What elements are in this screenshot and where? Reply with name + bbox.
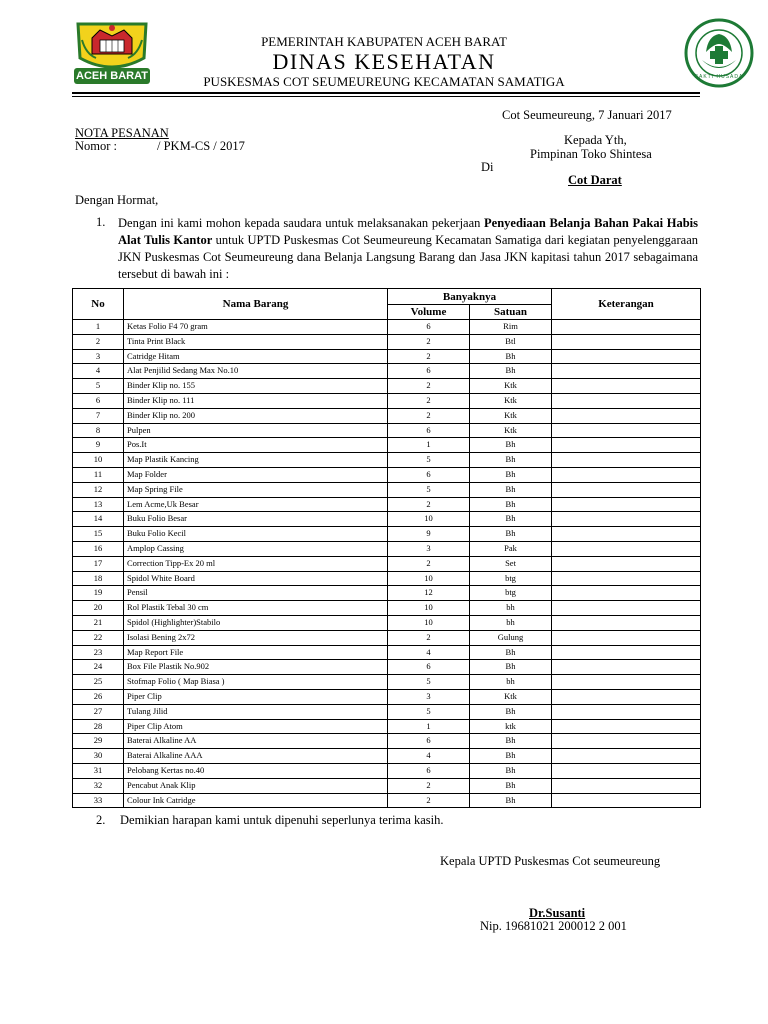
table-row bbox=[73, 527, 701, 542]
cell-nama-barang: Buku Folio Kecil bbox=[124, 527, 388, 542]
cell-volume: 2 bbox=[388, 556, 470, 571]
cell-keterangan bbox=[552, 482, 701, 497]
greeting: Dengan Hormat, bbox=[75, 193, 159, 207]
cell-nama-barang: Binder Klip no. 200 bbox=[124, 408, 388, 423]
cell-keterangan bbox=[552, 320, 701, 335]
cell-nama-barang: Piper Clip bbox=[124, 689, 388, 704]
cell-nama-barang: Map Spring File bbox=[124, 482, 388, 497]
cell-no: 33 bbox=[73, 793, 124, 808]
cell-no: 28 bbox=[73, 719, 124, 734]
cell-no: 20 bbox=[73, 601, 124, 616]
cell-volume: 6 bbox=[388, 763, 470, 778]
cell-volume: 6 bbox=[388, 320, 470, 335]
place-date: Cot Seumeureung, 7 Januari 2017 bbox=[502, 108, 672, 122]
point-1-bold: Penyediaan Belanja Bahan Pakai Habis Alat Tulis Kantor bbox=[118, 216, 698, 247]
signature-name: Dr.Susanti bbox=[529, 906, 586, 920]
cell-nama-barang: Lem Acme,Uk Besar bbox=[124, 497, 388, 512]
cell-nama-barang: Stofmap Folio ( Map Biasa ) bbox=[124, 675, 388, 690]
header-puskesmas: PUSKESMAS COT SEUMEUREUNG KECAMATAN SAMATIGA bbox=[203, 74, 565, 89]
cell-keterangan bbox=[552, 763, 701, 778]
cell-satuan: Bh bbox=[470, 482, 552, 497]
header-department: DINAS KESEHATAN bbox=[272, 49, 496, 74]
cell-satuan: Bh bbox=[470, 438, 552, 453]
cell-keterangan bbox=[552, 379, 701, 394]
cell-volume: 2 bbox=[388, 778, 470, 793]
cell-satuan: Ktk bbox=[470, 393, 552, 408]
table-row bbox=[73, 541, 701, 556]
cell-volume: 1 bbox=[388, 719, 470, 734]
cell-volume: 5 bbox=[388, 675, 470, 690]
cell-no: 9 bbox=[73, 438, 124, 453]
cell-nama-barang: Rol Plastik Tebal 30 cm bbox=[124, 601, 388, 616]
cell-satuan: Ktk bbox=[470, 689, 552, 704]
cell-volume: 3 bbox=[388, 689, 470, 704]
cell-volume: 2 bbox=[388, 630, 470, 645]
cell-no: 2 bbox=[73, 334, 124, 349]
cell-nama-barang: Baterai Alkaline AA bbox=[124, 734, 388, 749]
cell-nama-barang: Buku Folio Besar bbox=[124, 512, 388, 527]
cell-nama-barang: Tulang Jilid bbox=[124, 704, 388, 719]
cell-nama-barang: Map Report File bbox=[124, 645, 388, 660]
cell-nama-barang: Tinta Print Black bbox=[124, 334, 388, 349]
nomor-value: / PKM-CS / 2017 bbox=[157, 139, 245, 153]
cell-nama-barang: Map Plastik Kancing bbox=[124, 453, 388, 468]
cell-volume: 2 bbox=[388, 497, 470, 512]
cell-keterangan bbox=[552, 571, 701, 586]
cell-volume: 2 bbox=[388, 408, 470, 423]
header-rule-thin bbox=[72, 96, 700, 97]
cell-no: 15 bbox=[73, 527, 124, 542]
cell-no: 12 bbox=[73, 482, 124, 497]
table-row bbox=[73, 645, 701, 660]
kepada-label: Kepada Yth, bbox=[564, 133, 627, 147]
cell-satuan: Bh bbox=[470, 364, 552, 379]
table-row bbox=[73, 349, 701, 364]
cell-satuan: btg bbox=[470, 586, 552, 601]
table-row bbox=[73, 615, 701, 630]
cell-no: 30 bbox=[73, 749, 124, 764]
cell-keterangan bbox=[552, 675, 701, 690]
cell-nama-barang: Alat Penjilid Sedang Max No.10 bbox=[124, 364, 388, 379]
cell-no: 11 bbox=[73, 467, 124, 482]
logo-left-text: ACEH BARAT bbox=[76, 70, 148, 82]
cell-satuan: Bh bbox=[470, 453, 552, 468]
point-2-number: 2. bbox=[96, 813, 106, 827]
cell-satuan: Rim bbox=[470, 320, 552, 335]
table-row bbox=[73, 334, 701, 349]
di-label: Di bbox=[481, 160, 494, 174]
cell-no: 3 bbox=[73, 349, 124, 364]
cell-keterangan bbox=[552, 601, 701, 616]
header-rule-thick bbox=[72, 92, 700, 94]
cell-keterangan bbox=[552, 719, 701, 734]
cell-volume: 5 bbox=[388, 704, 470, 719]
table-row bbox=[73, 586, 701, 601]
cell-volume: 4 bbox=[388, 645, 470, 660]
cell-volume: 1 bbox=[388, 438, 470, 453]
cell-keterangan bbox=[552, 689, 701, 704]
table-row bbox=[73, 556, 701, 571]
cell-nama-barang: Correction Tipp-Ex 20 ml bbox=[124, 556, 388, 571]
cell-no: 26 bbox=[73, 689, 124, 704]
cell-satuan: Bh bbox=[470, 660, 552, 675]
table-row bbox=[73, 719, 701, 734]
cell-nama-barang: Pencabut Anak Klip bbox=[124, 778, 388, 793]
cell-volume: 5 bbox=[388, 482, 470, 497]
table-row bbox=[73, 423, 701, 438]
cell-keterangan bbox=[552, 793, 701, 808]
cell-keterangan bbox=[552, 453, 701, 468]
cell-nama-barang: Binder Klip no. 155 bbox=[124, 379, 388, 394]
cell-nama-barang: Isolasi Bening 2x72 bbox=[124, 630, 388, 645]
cell-nama-barang: Colour Ink Catridge bbox=[124, 793, 388, 808]
table-row bbox=[73, 793, 701, 808]
cell-keterangan bbox=[552, 704, 701, 719]
table-row bbox=[73, 497, 701, 512]
table-row bbox=[73, 763, 701, 778]
cell-satuan: bh bbox=[470, 675, 552, 690]
cell-volume: 6 bbox=[388, 734, 470, 749]
cell-volume: 2 bbox=[388, 349, 470, 364]
cell-satuan: Bh bbox=[470, 349, 552, 364]
table-row bbox=[73, 675, 701, 690]
cell-nama-barang: Baterai Alkaline AAA bbox=[124, 749, 388, 764]
cell-nama-barang: Pos.It bbox=[124, 438, 388, 453]
cell-volume: 9 bbox=[388, 527, 470, 542]
cell-satuan: Bh bbox=[470, 497, 552, 512]
cell-satuan: Bh bbox=[470, 512, 552, 527]
table-row bbox=[73, 364, 701, 379]
cell-no: 6 bbox=[73, 393, 124, 408]
cell-satuan: Bh bbox=[470, 467, 552, 482]
cell-no: 10 bbox=[73, 453, 124, 468]
table-row bbox=[73, 734, 701, 749]
cell-no: 8 bbox=[73, 423, 124, 438]
table-row bbox=[73, 453, 701, 468]
table-row bbox=[73, 704, 701, 719]
header-government: PEMERINTAH KABUPATEN ACEH BARAT bbox=[261, 34, 507, 49]
recipient: Pimpinan Toko Shintesa bbox=[530, 147, 652, 161]
cell-keterangan bbox=[552, 586, 701, 601]
cell-volume: 10 bbox=[388, 512, 470, 527]
nota-title: NOTA PESANAN bbox=[75, 126, 169, 140]
cell-satuan: Pak bbox=[470, 541, 552, 556]
cell-no: 13 bbox=[73, 497, 124, 512]
table-row bbox=[73, 778, 701, 793]
cell-keterangan bbox=[552, 467, 701, 482]
table-row bbox=[73, 482, 701, 497]
cell-nama-barang: Map Folder bbox=[124, 467, 388, 482]
cell-satuan: Bh bbox=[470, 734, 552, 749]
point-1-part2: untuk UPTD Puskesmas Cot Seumeureung Kecamatan Samatiga dari kegiatan penyelenggaraan JKN Puskesmas Cot Seumeureung dana Belanja Langsung Barang dan Jasa JKN kapitasi tahun 2017 sebagaimana tersebut di bawah ini : bbox=[118, 233, 698, 281]
cell-keterangan bbox=[552, 645, 701, 660]
table-row bbox=[73, 630, 701, 645]
cell-no: 21 bbox=[73, 615, 124, 630]
cell-satuan: bh bbox=[470, 615, 552, 630]
cell-satuan: bh bbox=[470, 601, 552, 616]
col-satuan-header: Satuan bbox=[470, 305, 552, 320]
cell-no: 17 bbox=[73, 556, 124, 571]
cell-satuan: Bh bbox=[470, 704, 552, 719]
cell-satuan: Ktk bbox=[470, 423, 552, 438]
table-row bbox=[73, 438, 701, 453]
table-row bbox=[73, 660, 701, 675]
table-row bbox=[73, 379, 701, 394]
col-keterangan-header: Keterangan bbox=[552, 289, 701, 320]
cell-nama-barang: Catridge Hitam bbox=[124, 349, 388, 364]
cell-no: 31 bbox=[73, 763, 124, 778]
cell-volume: 6 bbox=[388, 423, 470, 438]
cell-no: 29 bbox=[73, 734, 124, 749]
cell-nama-barang: Pensil bbox=[124, 586, 388, 601]
cell-volume: 10 bbox=[388, 571, 470, 586]
point-2-text: Demikian harapan kami untuk dipenuhi seperlunya terima kasih. bbox=[120, 813, 444, 827]
cell-satuan: Ktk bbox=[470, 379, 552, 394]
cell-satuan: Bh bbox=[470, 778, 552, 793]
point-1-text bbox=[118, 215, 698, 283]
cell-nama-barang: Pulpen bbox=[124, 423, 388, 438]
cell-volume: 4 bbox=[388, 749, 470, 764]
cell-satuan: Bh bbox=[470, 763, 552, 778]
signature-title: Kepala UPTD Puskesmas Cot seumeureung bbox=[440, 854, 661, 868]
cell-volume: 6 bbox=[388, 660, 470, 675]
logo-right-text: BAKTI HUSADA bbox=[694, 74, 744, 80]
cell-keterangan bbox=[552, 556, 701, 571]
table-row bbox=[73, 393, 701, 408]
cell-volume: 5 bbox=[388, 453, 470, 468]
cell-satuan: btg bbox=[470, 571, 552, 586]
cell-keterangan bbox=[552, 349, 701, 364]
point-1-number: 1. bbox=[96, 215, 106, 229]
cell-nama-barang: Box File Plastik No.902 bbox=[124, 660, 388, 675]
cell-no: 5 bbox=[73, 379, 124, 394]
cell-keterangan bbox=[552, 497, 701, 512]
cell-no: 14 bbox=[73, 512, 124, 527]
table-row bbox=[73, 512, 701, 527]
cell-keterangan bbox=[552, 334, 701, 349]
table-row bbox=[73, 601, 701, 616]
cell-volume: 2 bbox=[388, 793, 470, 808]
cell-keterangan bbox=[552, 660, 701, 675]
nomor-label: Nomor : bbox=[75, 139, 118, 153]
cell-keterangan bbox=[552, 615, 701, 630]
cell-nama-barang: Spidol White Board bbox=[124, 571, 388, 586]
cell-volume: 10 bbox=[388, 601, 470, 616]
cell-satuan: Gulung bbox=[470, 630, 552, 645]
cell-keterangan bbox=[552, 512, 701, 527]
cell-no: 22 bbox=[73, 630, 124, 645]
signature-nip: Nip. 19681021 200012 2 001 bbox=[480, 919, 627, 933]
col-nama-header: Nama Barang bbox=[124, 289, 388, 320]
cell-satuan: Bh bbox=[470, 749, 552, 764]
cell-keterangan bbox=[552, 778, 701, 793]
cell-keterangan bbox=[552, 734, 701, 749]
cell-keterangan bbox=[552, 408, 701, 423]
cell-nama-barang: Amplop Cassing bbox=[124, 541, 388, 556]
cell-keterangan bbox=[552, 438, 701, 453]
cell-volume: 2 bbox=[388, 379, 470, 394]
cell-nama-barang: Binder Klip no. 111 bbox=[124, 393, 388, 408]
cell-nama-barang: Spidol (Highlighter)Stabilo bbox=[124, 615, 388, 630]
cell-no: 24 bbox=[73, 660, 124, 675]
cell-volume: 6 bbox=[388, 364, 470, 379]
table-row bbox=[73, 749, 701, 764]
cell-satuan: Bh bbox=[470, 793, 552, 808]
cell-no: 19 bbox=[73, 586, 124, 601]
cell-volume: 10 bbox=[388, 615, 470, 630]
table-row bbox=[73, 467, 701, 482]
cell-nama-barang: Piper Clip Atom bbox=[124, 719, 388, 734]
cell-no: 23 bbox=[73, 645, 124, 660]
cell-satuan: ktk bbox=[470, 719, 552, 734]
cell-keterangan bbox=[552, 527, 701, 542]
cell-no: 27 bbox=[73, 704, 124, 719]
cell-satuan: Bh bbox=[470, 645, 552, 660]
cell-satuan: Btl bbox=[470, 334, 552, 349]
cell-nama-barang: Ketas Folio F4 70 gram bbox=[124, 320, 388, 335]
cell-no: 25 bbox=[73, 675, 124, 690]
cell-keterangan bbox=[552, 749, 701, 764]
col-no-header: No bbox=[73, 289, 124, 320]
cell-volume: 6 bbox=[388, 467, 470, 482]
cell-nama-barang: Pelobang Kertas no.40 bbox=[124, 763, 388, 778]
cell-no: 16 bbox=[73, 541, 124, 556]
cell-no: 32 bbox=[73, 778, 124, 793]
cell-volume: 2 bbox=[388, 334, 470, 349]
table-row bbox=[73, 320, 701, 335]
cell-keterangan bbox=[552, 630, 701, 645]
cell-volume: 2 bbox=[388, 393, 470, 408]
cell-satuan: Bh bbox=[470, 527, 552, 542]
items-table bbox=[72, 288, 701, 808]
items-body bbox=[73, 320, 701, 808]
location: Cot Darat bbox=[568, 173, 622, 187]
cell-keterangan bbox=[552, 393, 701, 408]
cell-volume: 3 bbox=[388, 541, 470, 556]
cell-no: 1 bbox=[73, 320, 124, 335]
cell-satuan: Set bbox=[470, 556, 552, 571]
cell-keterangan bbox=[552, 541, 701, 556]
cell-no: 7 bbox=[73, 408, 124, 423]
col-banyaknya-header: Banyaknya bbox=[388, 289, 552, 305]
cell-keterangan bbox=[552, 364, 701, 379]
point-1-part1: Dengan ini kami mohon kepada saudara untuk melaksanakan pekerjaan bbox=[118, 216, 485, 230]
cell-keterangan bbox=[552, 423, 701, 438]
cell-satuan: Ktk bbox=[470, 408, 552, 423]
cell-volume: 12 bbox=[388, 586, 470, 601]
table-row bbox=[73, 571, 701, 586]
cell-no: 18 bbox=[73, 571, 124, 586]
col-volume-header: Volume bbox=[388, 305, 470, 320]
table-row bbox=[73, 689, 701, 704]
table-row bbox=[73, 408, 701, 423]
cell-no: 4 bbox=[73, 364, 124, 379]
